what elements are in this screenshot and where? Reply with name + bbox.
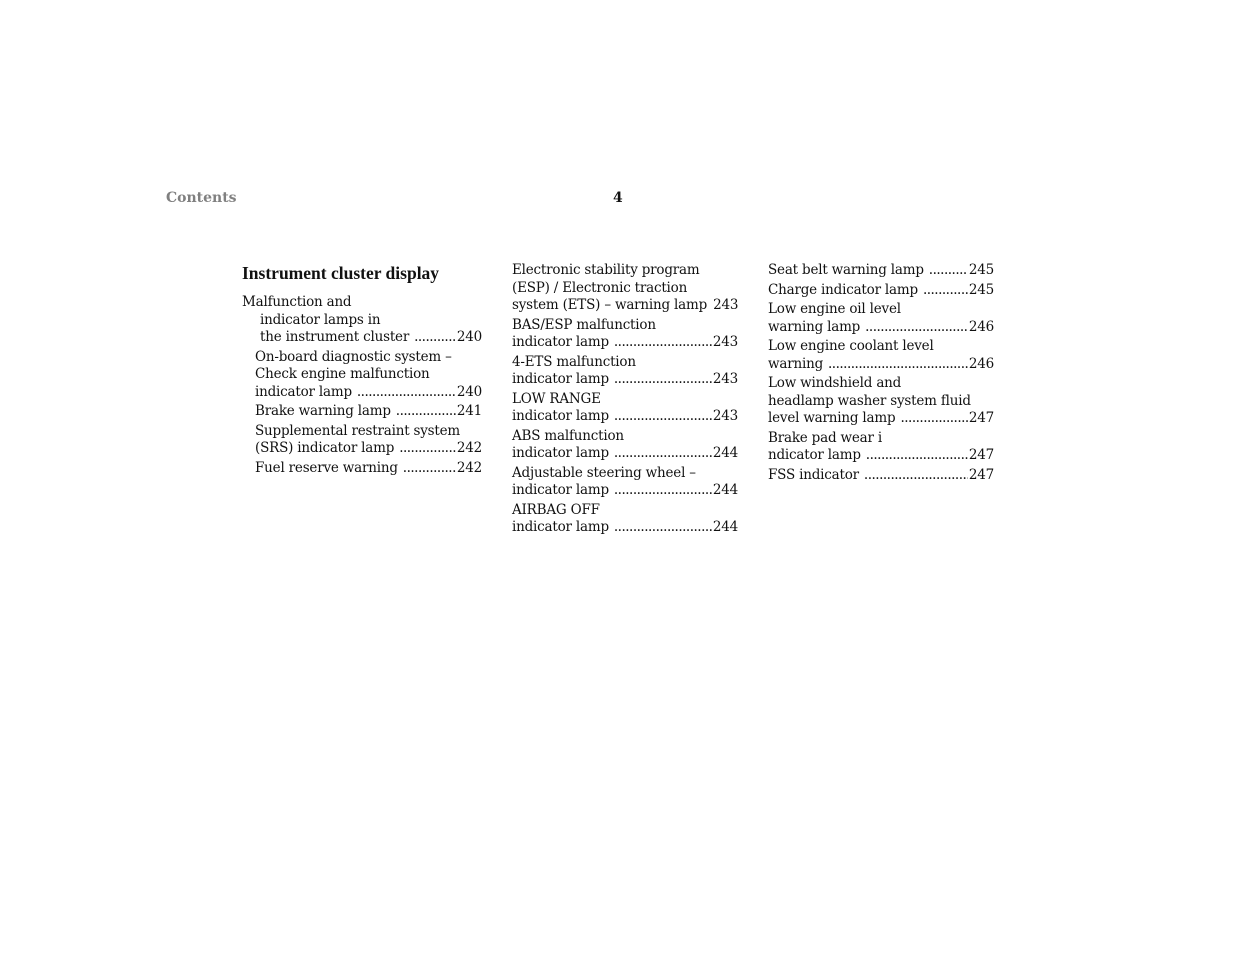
toc-entry-text: Malfunction and	[242, 294, 352, 310]
toc-entry-text: ndicator lamp	[768, 447, 861, 463]
toc-entry-text: Adjustable steering wheel –	[512, 464, 696, 481]
dot-leader	[357, 384, 456, 402]
toc-entry-brake-pad[interactable]	[768, 430, 994, 465]
toc-entry-text: indicator lamp	[255, 383, 352, 400]
toc-leader-line	[255, 460, 482, 478]
toc-entry-abs[interactable]	[512, 428, 738, 463]
toc-entry-text: FSS indicator	[768, 466, 859, 483]
toc-entry-malfunction-lamps[interactable]	[242, 294, 482, 347]
toc-entry-text: indicator lamp	[512, 482, 609, 498]
toc-leader-line	[512, 445, 738, 463]
toc-entry-brake-warning[interactable]	[242, 403, 482, 421]
dot-leader	[865, 319, 968, 337]
toc-entry-bas-esp[interactable]	[512, 317, 738, 352]
toc-leader-line	[512, 297, 738, 315]
toc-leader-line	[512, 408, 738, 426]
toc-entry-text: Low engine coolant level	[768, 338, 934, 354]
toc-column-2	[512, 262, 738, 539]
toc-entry-text: indicator lamp	[512, 371, 609, 387]
toc-leader-line	[768, 262, 994, 280]
toc-entry-washer-fluid[interactable]	[768, 375, 994, 428]
toc-leader-line	[768, 282, 994, 300]
page-ref: 245	[968, 262, 994, 278]
page-ref: 242	[456, 459, 482, 476]
toc-entry-charge[interactable]	[768, 282, 994, 300]
toc-entry-text: LOW RANGE	[512, 390, 601, 407]
page-ref: 247	[968, 410, 994, 426]
page-ref: 242	[456, 440, 482, 456]
toc-leader-line	[512, 482, 738, 500]
dot-leader	[900, 410, 967, 428]
toc-entry-text: Charge indicator lamp	[768, 281, 918, 298]
page-ref: 244	[712, 519, 738, 535]
toc-entry-text: system (ETS) – warning lamp	[512, 297, 708, 313]
toc-leader-line	[512, 334, 738, 352]
toc-entry-esp[interactable]	[512, 262, 738, 315]
toc-entry-obd[interactable]	[242, 349, 482, 402]
toc-entry-text: Check engine malfunction	[255, 366, 430, 382]
page-ref: 243	[712, 408, 738, 424]
dot-leader	[399, 440, 456, 458]
dot-leader	[614, 371, 712, 389]
toc-entry-seat-belt[interactable]	[768, 262, 994, 280]
toc-entry-text: warning	[768, 355, 824, 372]
toc-leader-line	[768, 410, 994, 428]
running-head-section: Contents	[166, 190, 237, 206]
toc-entry-text: indicator lamp	[512, 408, 609, 424]
toc-entry-srs[interactable]	[242, 423, 482, 458]
toc-entry-text: BAS/ESP malfunction	[512, 316, 656, 333]
toc-leader-line	[255, 440, 482, 458]
toc-entry-text: warning lamp	[768, 318, 861, 335]
toc-entry-coolant[interactable]	[768, 338, 994, 373]
toc-entry-text: Seat belt warning lamp	[768, 262, 924, 278]
toc-entry-text: level warning lamp	[768, 410, 896, 426]
toc-leader-line	[768, 356, 994, 374]
dot-leader	[614, 334, 712, 352]
toc-entry-low-range[interactable]	[512, 391, 738, 426]
page-ref: 247	[968, 447, 994, 463]
toc-entry-4-ets[interactable]	[512, 354, 738, 389]
toc-entry-text: Brake warning lamp	[255, 403, 391, 419]
toc-entry-text: indicator lamp	[512, 445, 609, 461]
toc-entry-text: 4-ETS malfunction	[512, 353, 636, 370]
toc-entry-text: AIRBAG OFF	[512, 501, 600, 518]
page-ref: 241	[456, 403, 482, 419]
page-ref: 246	[968, 355, 994, 372]
page-ref: 243	[712, 334, 738, 350]
toc-entry-text: indicator lamps in	[260, 311, 381, 328]
toc-leader-line	[512, 519, 738, 537]
toc-leader-line	[255, 384, 482, 402]
dot-leader	[614, 408, 712, 426]
page-ref: 240	[456, 383, 482, 400]
dot-leader	[828, 356, 968, 374]
page-ref: 243	[713, 297, 739, 313]
toc-leader-line	[768, 319, 994, 337]
page-ref: 246	[968, 318, 994, 335]
dot-leader	[396, 403, 456, 421]
toc-entry-fss[interactable]	[768, 467, 994, 485]
toc-entry-text: headlamp washer system fluid	[768, 392, 971, 409]
dot-leader	[864, 467, 968, 485]
page-ref: 243	[712, 371, 738, 387]
toc-entry-text: Electronic stability program	[512, 262, 700, 278]
page-ref: 247	[968, 466, 994, 483]
toc-entry-text: (SRS) indicator lamp	[255, 440, 395, 456]
toc-entry-airbag-off[interactable]	[512, 502, 738, 537]
toc-column-3	[768, 262, 994, 486]
dot-leader	[614, 445, 712, 463]
page-ref: 244	[712, 482, 738, 498]
page-number: 4	[613, 190, 623, 206]
toc-leader-line	[512, 371, 738, 389]
toc-entry-text: indicator lamp	[512, 519, 609, 535]
toc-entry-text: ABS malfunction	[512, 427, 624, 444]
toc-entry-text: Supplemental restraint system	[255, 422, 461, 439]
toc-column-1	[242, 262, 482, 479]
page-ref: 245	[968, 281, 994, 298]
toc-entry-text: indicator lamp	[512, 334, 609, 350]
toc-entry-text: On-board diagnostic system –	[255, 348, 452, 365]
toc-entry-text: the instrument cluster	[260, 329, 410, 345]
dot-leader	[866, 447, 968, 465]
dot-leader	[929, 262, 968, 280]
dot-leader	[614, 482, 712, 500]
toc-entry-steering-wheel[interactable]	[512, 465, 738, 500]
dot-leader	[614, 519, 712, 537]
toc-entry-text: Brake pad wear i	[768, 429, 882, 446]
toc-entry-text: Low engine oil level	[768, 301, 901, 317]
toc-leader-line	[242, 329, 482, 347]
toc-leader-line	[768, 447, 994, 465]
page-ref: 244	[712, 445, 738, 461]
dot-leader	[923, 282, 968, 300]
toc-leader-line	[768, 467, 994, 485]
toc-entry-text: (ESP) / Electronic traction	[512, 279, 688, 296]
toc-entry-oil-level[interactable]	[768, 301, 994, 336]
toc-entry-text: Low windshield and	[768, 375, 902, 391]
page-ref: 240	[456, 329, 482, 345]
dot-leader	[414, 329, 456, 347]
toc-entry-text: Fuel reserve warning	[255, 459, 398, 476]
toc-entry-fuel-reserve[interactable]	[242, 460, 482, 478]
dot-leader	[403, 460, 456, 478]
toc-leader-line	[255, 403, 482, 421]
section-heading: Instrument cluster display	[242, 263, 440, 283]
